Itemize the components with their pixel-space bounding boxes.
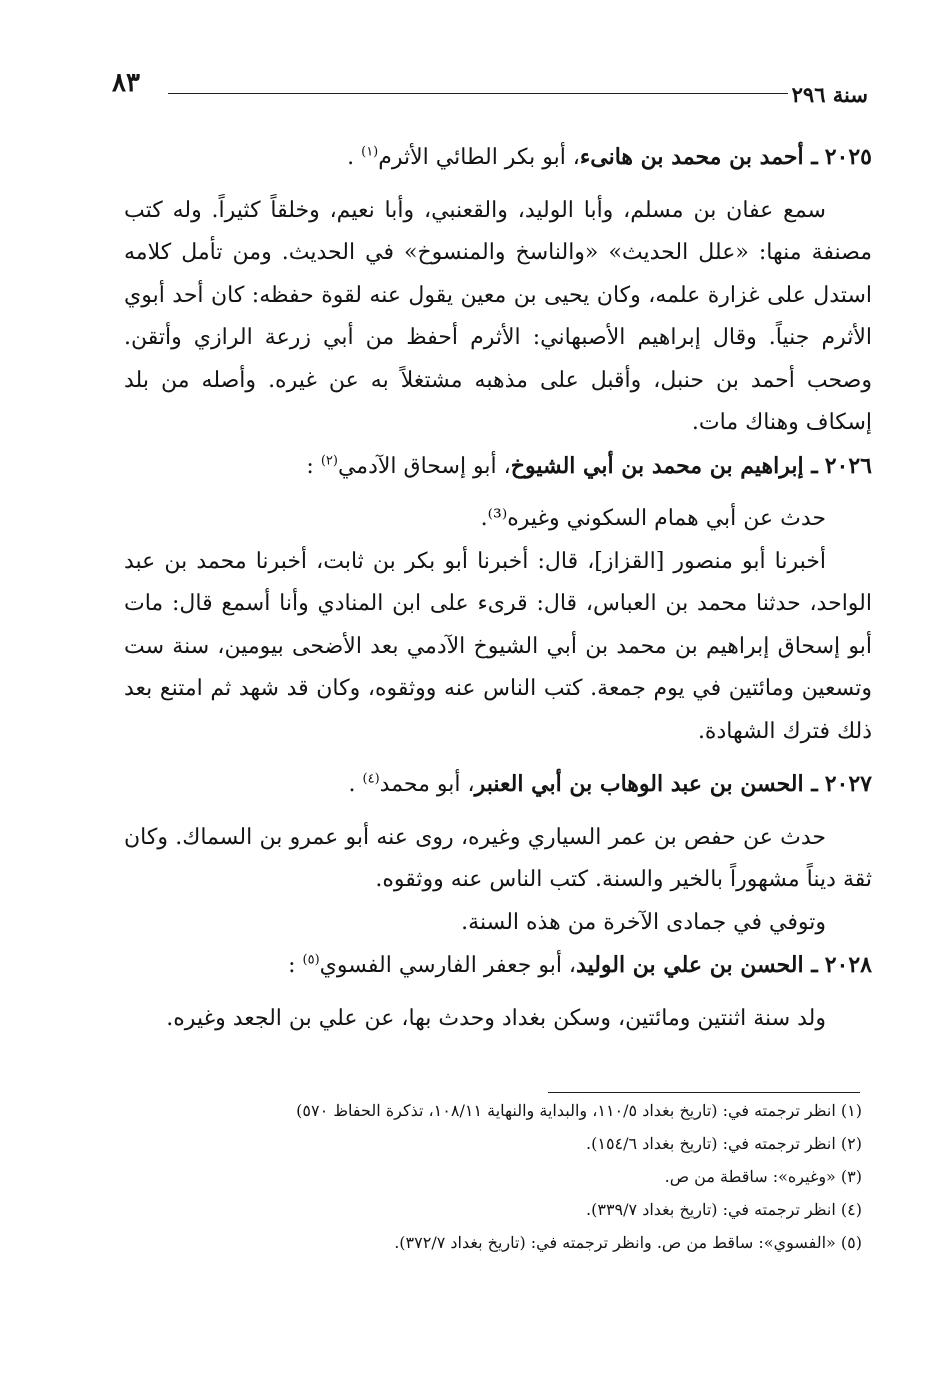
page-header xyxy=(112,62,872,106)
entry-kunya: ، أبو محمد xyxy=(379,772,475,797)
entry-number: ٢٠٢٨ xyxy=(824,952,872,978)
entry-dash: ـ xyxy=(803,952,818,978)
entry-number: ٢٠٢٥ xyxy=(824,144,872,170)
entry-paragraph: ولد سنة اثنتين ومائتين، وسكن بغداد وحدث بها، عن علي بن الجعد وغيره. xyxy=(166,1005,826,1031)
footnote: (٥) «الفسوي»: ساقط من ص. وانظر ترجمته في: (تاريخ بغداد ٣٧٢/٧). xyxy=(394,1233,862,1252)
entry-number: ٢٠٢٧ xyxy=(824,771,872,797)
footnote-ref: (٢) xyxy=(320,453,338,469)
entry-name: الحسن بن عبد الوهاب بن أبي العنبر xyxy=(474,771,804,797)
entry-end: : xyxy=(288,953,303,978)
entry-heading xyxy=(124,944,872,988)
footnotes xyxy=(122,1094,862,1259)
entry-heading xyxy=(124,763,872,807)
footnote: (٣) «وغيره»: ساقطة من ص. xyxy=(664,1167,862,1186)
entry-dash: ـ xyxy=(803,771,818,797)
entry-kunya: ، أبو بكر الطائي الأثرم xyxy=(378,145,580,170)
footnote: (٢) انظر ترجمته في: (تاريخ بغداد ١٥٤/٦). xyxy=(586,1134,862,1153)
entry-paragraph: سمع عفان بن مسلم، وأبا الوليد، والقعنبي، وأبا نعيم، وخلقاً كثيراً. وله كتب مصنفة منها: «علل الحديث» «والناسخ والمنسوخ» في الحديث. ومن تأمل كلامه استدل على غزارة علمه، وكان يحيى بن معين يقول عنه لقوة حفظه: كان أحد أبوي الأثرم جنياً. وقال إبراهيم الأصبهاني: الأثرم أحفظ من أبي زرعة الرازي وأتقن. وصحب أحمد بن حنبل، وأقبل على مذهبه مشتغلاً به عن غيره. وأصله من بلد إسكاف وهناك مات. xyxy=(124,197,872,435)
entry-end: . xyxy=(348,772,363,797)
entry-dash: ـ xyxy=(803,144,818,170)
entry-end: : xyxy=(306,453,321,479)
footnote-ref: (٥) xyxy=(302,952,320,968)
entry-number: ٢٠٢٦ xyxy=(824,452,872,479)
entry-paragraph: وتوفي في جمادى الآخرة من هذه السنة. xyxy=(461,909,826,935)
footnote-ref: (١) xyxy=(361,144,379,160)
entry-end: . xyxy=(347,145,362,170)
footnote-rule xyxy=(548,1092,860,1093)
entry-heading xyxy=(124,445,872,489)
entry-heading xyxy=(124,136,872,180)
entry-kunya: ، أبو إسحاق الآدمي xyxy=(337,453,511,479)
running-head: سنة ٢٩٦ xyxy=(791,82,868,107)
footnote: (١) انظر ترجمته في: (تاريخ بغداد ١١٠/٥، والبداية والنهاية ١٠٨/١١، تذكرة الحفاظ ٥٧٠) xyxy=(296,1101,862,1120)
footnote-ref: (٤) xyxy=(362,771,380,787)
page-number: ٨٣ xyxy=(112,68,140,98)
entry-name: إبراهيم بن محمد بن أبي الشيوخ xyxy=(510,452,804,479)
entry-paragraph: أخبرنا أبو منصور [القزاز]، قال: أخبرنا أبو بكر بن ثابت، أخبرنا محمد بن عبد الواحد، حدثنا محمد بن العباس، قال: قرىء على ابن المنادي وأنا أسمع قال: مات أبو إسحاق إبراهيم بن محمد بن أبي الشيوخ الآدمي بعد الأضحى بيومين، سنة ست وتسعين ومائتين في يوم جمعة. كتب الناس عنه ووثقوه، وكان قد شهد ثم امتنع بعد ذلك فترك الشهادة. xyxy=(124,548,872,744)
entry-paragraph: حدث عن حفص بن عمر السياري وغيره، روى عنه أبو عمرو بن السماك. وكان ثقة ديناً مشهوراً بالخير والسنة. كتب الناس عنه ووثقوه. xyxy=(124,824,872,892)
entry-name: أحمد بن محمد بن هانىء xyxy=(579,144,804,170)
entry-name: الحسن بن علي بن الوليد xyxy=(576,952,804,978)
main-text xyxy=(124,136,872,1040)
entry-paragraph: حدث عن أبي همام السكوني وغيره⁽³⁾. xyxy=(480,506,826,531)
header-rule xyxy=(168,93,788,94)
entry-kunya: ، أبو جعفر الفارسي الفسوي xyxy=(319,953,577,978)
entry-dash: ـ xyxy=(803,452,818,479)
footnote: (٤) انظر ترجمته في: (تاريخ بغداد ٣٣٩/٧). xyxy=(586,1200,862,1219)
